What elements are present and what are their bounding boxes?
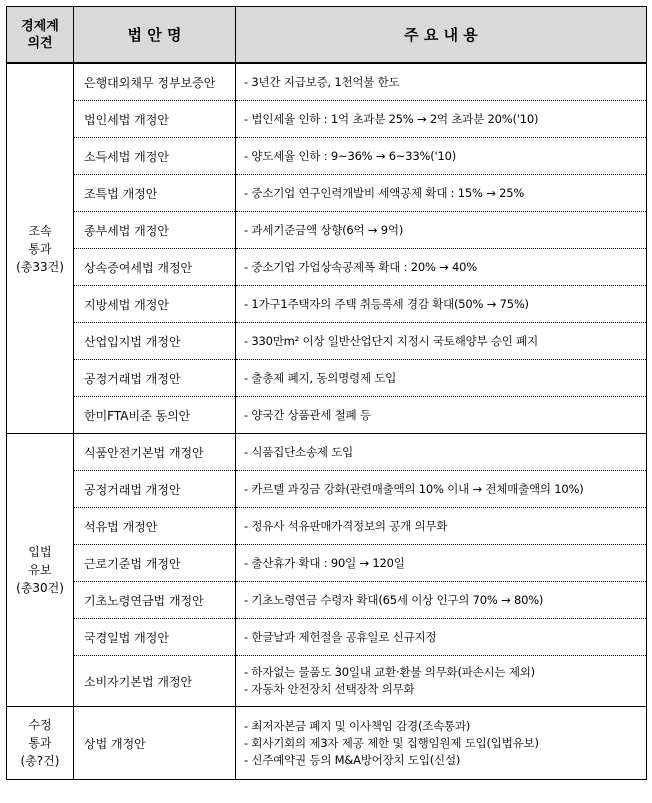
bill-name-cell: 석유법 개정안 [74, 508, 236, 545]
content-cell [236, 63, 647, 101]
table-row [7, 101, 647, 138]
content-cell [236, 508, 647, 545]
bill-name-cell: 산업입지법 개정안 [74, 323, 236, 360]
table-row [7, 175, 647, 212]
legislation-table [6, 6, 647, 780]
bill-name-cell: 소비자기본법 개정안 [74, 656, 236, 707]
bill-name-cell: 상속증여세법 개정안 [74, 249, 236, 286]
content-line: - 양국간 상품관세 철폐 등 [244, 407, 371, 422]
table-row [7, 360, 647, 397]
table-row [7, 434, 647, 471]
bill-name-cell: 법인세법 개정안 [74, 101, 236, 138]
content-cell [236, 249, 647, 286]
content-cell [236, 545, 647, 582]
content-line: - 330만m² 이상 일반산업단지 지정시 국토해양부 승인 폐지 [244, 333, 538, 348]
content-line: - 기초노령연금 수령자 확대(65세 이상 인구의 70% → 80%) [244, 592, 544, 607]
content-line: - 3년간 지급보증, 1천억불 한도 [244, 74, 400, 89]
group-label-line1: 조속 [28, 223, 52, 238]
content-cell [236, 582, 647, 619]
bill-name-cell: 종부세법 개정안 [74, 212, 236, 249]
table-row [7, 138, 647, 175]
content-cell [236, 434, 647, 471]
header-main-content: 주 요 내 용 [236, 7, 647, 64]
header-opinion [7, 7, 74, 64]
group-label-line2: 통과 [28, 736, 52, 750]
content-cell [236, 286, 647, 323]
content-line: - 법인세율 인하 : 1억 초과분 25% → 2억 초과분 20%('10) [244, 111, 539, 126]
bill-name-cell: 지방세법 개정안 [74, 286, 236, 323]
content-line: - 한글날과 제헌절을 공휴일로 신규지정 [244, 629, 437, 644]
bill-name-cell: 은행대외채무 정부보증안 [74, 63, 236, 101]
content-line: - 카르텔 과징금 강화(관련매출액의 10% 이내 → 전체매출액의 10%) [244, 481, 584, 496]
table-row [7, 471, 647, 508]
content-line: - 식품집단소송제 도입 [244, 444, 354, 459]
content-cell [236, 360, 647, 397]
table-row [7, 582, 647, 619]
group-label [7, 707, 74, 780]
table-body [7, 63, 647, 780]
content-cell [236, 707, 647, 780]
header-opinion-line2: 의견 [27, 35, 53, 51]
bill-name-cell: 조특법 개정안 [74, 175, 236, 212]
content-line: - 출총제 폐지, 동의명령제 도입 [244, 370, 397, 385]
bill-name-cell: 소득세법 개정안 [74, 138, 236, 175]
group-label-line3: (총33건) [16, 259, 64, 274]
bill-name-cell: 상법 개정안 [74, 707, 236, 780]
document-table-wrapper [6, 6, 646, 797]
content-line: - 중소기업 연구인력개발비 세액공제 확대 : 15% → 25% [244, 185, 525, 200]
content-line: - 출산휴가 확대 : 90일 → 120일 [244, 555, 405, 570]
content-cell [236, 175, 647, 212]
table-row [7, 286, 647, 323]
content-cell [236, 471, 647, 508]
content-cell [236, 619, 647, 656]
group-label-line2: 통과 [28, 241, 52, 256]
bill-name-cell: 근로기준법 개정안 [74, 545, 236, 582]
group-label-line1: 수정 [28, 718, 52, 732]
header-opinion-line1: 경제계 [21, 18, 59, 34]
table-row [7, 619, 647, 656]
content-cell [236, 138, 647, 175]
content-line: - 중소기업 가업상속공제폭 확대 : 20% → 40% [244, 259, 477, 274]
content-cell [236, 101, 647, 138]
content-line: - 과세기준금액 상향(6억 → 9억) [244, 222, 404, 237]
header-bill-name: 법 안 명 [74, 7, 236, 64]
bill-name-cell: 공정거래법 개정안 [74, 360, 236, 397]
table-row [7, 707, 647, 780]
content-line: - 자동차 안전장치 선택장착 의무화 [244, 682, 415, 696]
group-label-line2: 유보 [28, 563, 52, 577]
content-line: - 최저자본금 폐지 및 이사책임 감경(조속통과) [244, 718, 471, 733]
group-label-line3: (총30건) [16, 581, 64, 595]
bill-name-cell: 한미FTA비준 동의안 [74, 397, 236, 434]
content-line: - 회사기회의 제3자 제공 제한 및 집행임원제 도입(입법유보) [244, 735, 539, 750]
table-row [7, 323, 647, 360]
group-label [7, 434, 74, 707]
content-line: - 하자없는 물품도 30일내 교환·환불 의무화(파손시는 제외) [244, 665, 535, 679]
bill-name-cell: 식품안전기본법 개정안 [74, 434, 236, 471]
content-cell [236, 397, 647, 434]
group-label-line1: 입법 [28, 545, 52, 559]
content-line: - 1가구1주택자의 주택 취등록세 경감 확대(50% → 75%) [244, 296, 529, 311]
bill-name-cell: 국경일법 개정안 [74, 619, 236, 656]
table-row [7, 397, 647, 434]
table-row [7, 545, 647, 582]
table-header [7, 7, 647, 64]
content-cell [236, 656, 647, 707]
content-line: - 양도세율 인하 : 9~36% → 6~33%('10) [244, 148, 457, 163]
content-line: - 정유사 석유판매가격정보의 공개 의무화 [244, 518, 448, 533]
table-row [7, 212, 647, 249]
table-row [7, 656, 647, 707]
content-cell [236, 212, 647, 249]
group-label-line3: (총?건) [20, 754, 60, 768]
table-row [7, 508, 647, 545]
bill-name-cell: 기초노령연금법 개정안 [74, 582, 236, 619]
content-line: - 신주예약권 등의 M&A방어장치 도입(신설) [244, 752, 461, 767]
content-cell [236, 323, 647, 360]
table-row [7, 63, 647, 101]
bill-name-cell: 공정거래법 개정안 [74, 471, 236, 508]
table-row [7, 249, 647, 286]
group-label [7, 63, 74, 434]
